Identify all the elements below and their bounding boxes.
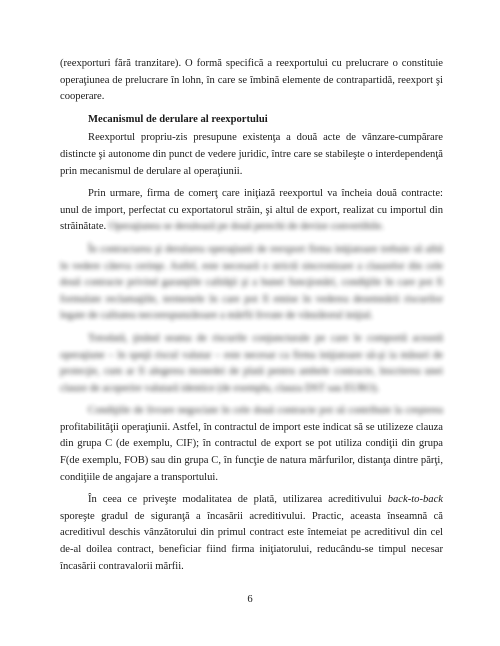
paragraph-delivery-conditions	[60, 403, 443, 486]
paragraph-reexport-definition: Reexportul propriu-zis presupune existenţa a două acte de vânzare-cumpărare distincte şi autonome din punct de vedere juridic, între care se stabileşte o interdependenţă prin mecanismul de derulare al operaţiunii.	[60, 132, 444, 177]
section-heading: Mecanismul de derulare al reexportului	[88, 113, 268, 125]
paragraph-payment-method-a: În ceea ce priveşte modalitatea de plată, utilizarea acreditivului	[88, 494, 388, 506]
paragraph-two-contracts	[60, 186, 443, 236]
document-body	[60, 56, 443, 581]
paragraph-currency-risk: Totodată, ţinând seama de riscurile conjuncturale pe care le comportă această operaţiune – în speţă riscul valutar – este necesar ca firma iniţiatoare să-şi ia măsuri de protecţie, cum ar fi alegerea monedei de plată pentru ambele contracte, înscrierea unei clauze de acoperire valutară identice (de exemplu, clauza DST sau EURO).	[60, 332, 443, 394]
paragraph-two-contracts-clear: Prin urmare, firma de comerţ care iniţiază reexportul va încheia două contracte: unul de import, perfectat cu exportatorul străin, şi altul de export, realizat cu importul din străinătate.	[60, 188, 443, 233]
paragraph-contract-requirements: În contractarea şi derularea operaţiunii de reexport firma iniţiatoare trebuie să aibă în vedere câteva cerinţe. Astfel, este necesară o strictă sincronizare a clauzelor din cele două contracte privind garanţiile calităţii şi a bunei funcţionări, condiţiile în care pot fi formulate reclamaţiile, termenele în care pot fi emise în vederea desemnării riscurilor legate de calitatea necorespunzătoare a mărfii livrate de vânzătorul iniţial.	[60, 243, 443, 322]
paragraph-payment-method	[60, 492, 443, 575]
page-number: 6	[247, 594, 253, 605]
paragraph-delivery-conditions-clear: profitabilităţii operaţiunii. Astfel, în contractul de import este indicat să se utilizeze clauza din grupa C (de exemplu, CIF); în contractul de export se pot utiliza condiţii din grupa F(de exemplu, FOB) sau din grupa C, în funcţie de natura mărfurilor, distanţa dintre părţi, condiţiile de angajare a transportului.	[60, 421, 443, 483]
paragraph-delivery-conditions-blurred: Condiţiile de livrare negociate în cele două contracte pot să contribuie la creşterea	[88, 405, 443, 417]
paragraph-two-contracts-blurred: Operaţiunea se derulează pe două perechi de devize convertibile.	[108, 221, 384, 233]
back-to-back-term: back-to-back	[387, 494, 443, 506]
paragraph-payment-method-b: sporeşte gradul de siguranţă a încasării acreditivului. Practic, aceasta înseamnă că acreditivul deschis vânzătorului din primul contract este întemeiat pe acreditivul din cel de-al doilea contract, beneficiar fiind firma iniţiatorului, reducându-se timpul necesar încasării contravalorii mărfii.	[60, 510, 443, 572]
paragraph-lohn: (reexporturi fără tranzitare). O formă specifică a reexportului cu prelucrare o constituie operaţiunea de prelucrare în lohn, în care se îmbină elemente de contrapartidă, reexport şi cooperare.	[60, 58, 443, 103]
